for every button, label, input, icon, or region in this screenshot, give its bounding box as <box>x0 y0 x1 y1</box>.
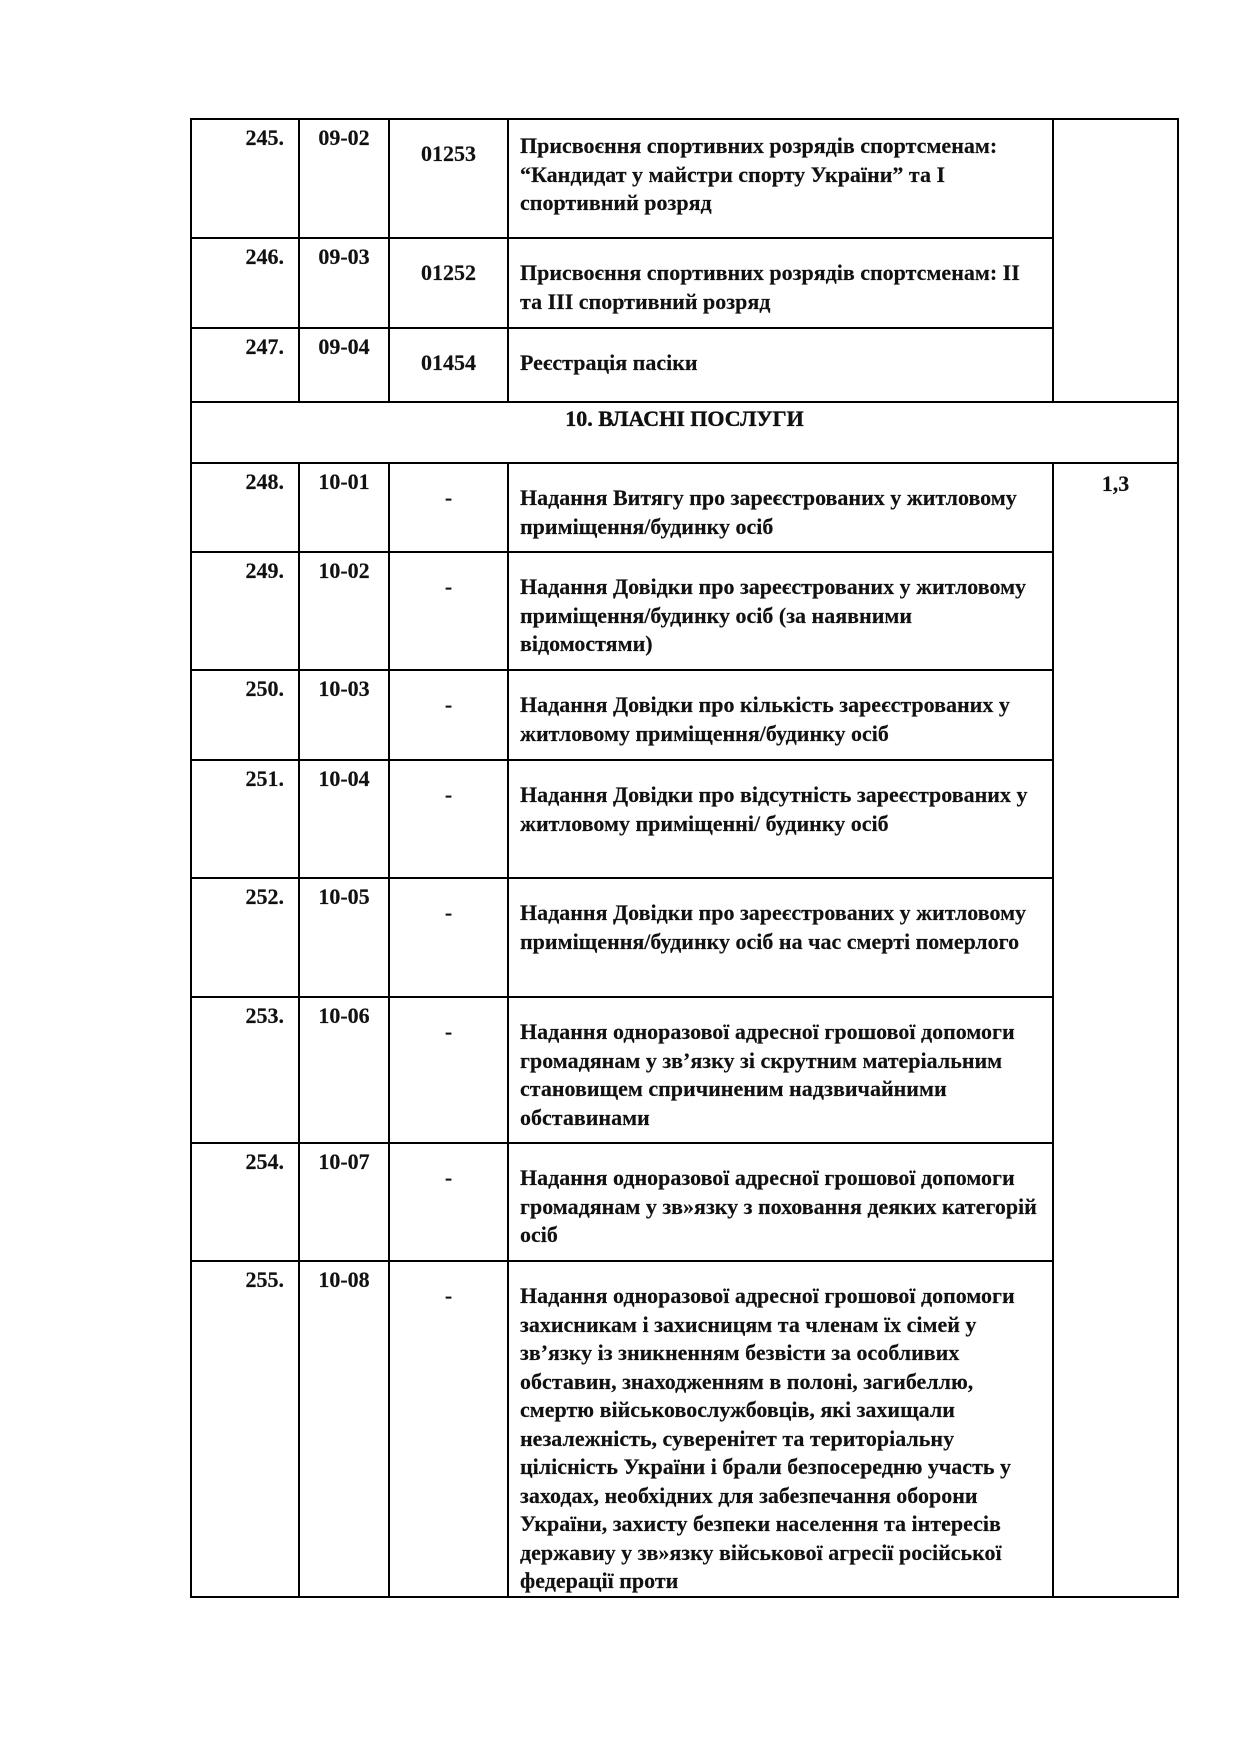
service-code: 10-06 <box>299 997 389 1143</box>
table-row <box>191 760 1178 878</box>
service-name: Надання Довідки про зареєстрованих у житловому приміщення/будинку осіб на час смерті померлого <box>508 878 1053 997</box>
table-row <box>191 328 1178 402</box>
service-name: Надання одноразової адресної грошової допомоги громадянам у зв’язку зі скрутним матеріальним становищем спричиненим надзвичайними обставинами <box>508 997 1053 1143</box>
service-name: Реєстрація пасіки <box>508 328 1053 402</box>
row-number: 254. <box>191 1143 299 1261</box>
service-code: 10-04 <box>299 760 389 878</box>
section-header-row <box>191 402 1178 463</box>
service-code: 09-03 <box>299 238 389 328</box>
service-name: Надання Довідки про зареєстрованих у житловому приміщення/будинку осіб (за наявними відомостями) <box>508 552 1053 670</box>
service-id: - <box>389 760 508 878</box>
row-number: 250. <box>191 670 299 760</box>
service-id: - <box>389 670 508 760</box>
row-number: 245. <box>191 119 299 238</box>
service-name: Надання Довідки про кількість зареєстрованих у житловому приміщення/будинку осіб <box>508 670 1053 760</box>
service-id: 01454 <box>389 328 508 402</box>
service-code: 10-08 <box>299 1261 389 1597</box>
service-id: - <box>389 1143 508 1261</box>
service-id: - <box>389 997 508 1143</box>
table-row <box>191 670 1178 760</box>
row-number: 248. <box>191 463 299 552</box>
row-number: 246. <box>191 238 299 328</box>
service-code: 10-05 <box>299 878 389 997</box>
table-row <box>191 238 1178 328</box>
service-code: 10-02 <box>299 552 389 670</box>
service-name: Надання одноразової адресної грошової допомоги громадянам у зв»язку з поховання деяких категорій осіб <box>508 1143 1053 1261</box>
service-name: Присвоєння спортивних розрядів спортсменам: “Кандидат у майстри спорту України” та I спортивний розряд <box>508 119 1053 238</box>
table-row <box>191 1261 1178 1597</box>
service-name: Надання одноразової адресної грошової допомоги захисникам і захисницям та членам їх сімей у зв’язку із зникненням безвісти за особливих обставин, знаходженням в полоні, загибеллю, смертю військовослужбовців, які захищали незалежність, суверенітет та територіальну цілісність України і брали безпосередню участь у заходах, необхідних для забезпечання оборони України, захисту безпеки населення та інтересів державиу у зв»язку військової агресії російської федерації проти <box>508 1261 1053 1597</box>
service-id: - <box>389 1261 508 1597</box>
row-number: 253. <box>191 997 299 1143</box>
service-name: Присвоєння спортивних розрядів спортсменам: II та III спортивний розряд <box>508 238 1053 328</box>
row-number: 247. <box>191 328 299 402</box>
service-code: 09-02 <box>299 119 389 238</box>
table-row <box>191 1143 1178 1261</box>
service-id: - <box>389 878 508 997</box>
services-table <box>190 118 1179 1598</box>
service-id: - <box>389 463 508 552</box>
table-row <box>191 463 1178 552</box>
service-code: 09-04 <box>299 328 389 402</box>
row-number: 255. <box>191 1261 299 1597</box>
service-code: 10-01 <box>299 463 389 552</box>
service-name: Надання Довідки про відсутність зареєстрованих у житловому приміщенні/ будинку осіб <box>508 760 1053 878</box>
row-number: 252. <box>191 878 299 997</box>
service-note: 1,3 <box>1053 463 1178 1597</box>
section-title: 10. ВЛАСНІ ПОСЛУГИ <box>565 406 804 431</box>
service-code: 10-07 <box>299 1143 389 1261</box>
section-header <box>191 402 1178 463</box>
table-row <box>191 552 1178 670</box>
service-id: 01252 <box>389 238 508 328</box>
service-note <box>1053 119 1178 402</box>
service-id: 01253 <box>389 119 508 238</box>
table-row <box>191 997 1178 1143</box>
service-id: - <box>389 552 508 670</box>
table-row <box>191 119 1178 238</box>
row-number: 251. <box>191 760 299 878</box>
row-number: 249. <box>191 552 299 670</box>
service-name: Надання Витягу про зареєстрованих у житловому приміщення/будинку осіб <box>508 463 1053 552</box>
service-code: 10-03 <box>299 670 389 760</box>
table-row <box>191 878 1178 997</box>
